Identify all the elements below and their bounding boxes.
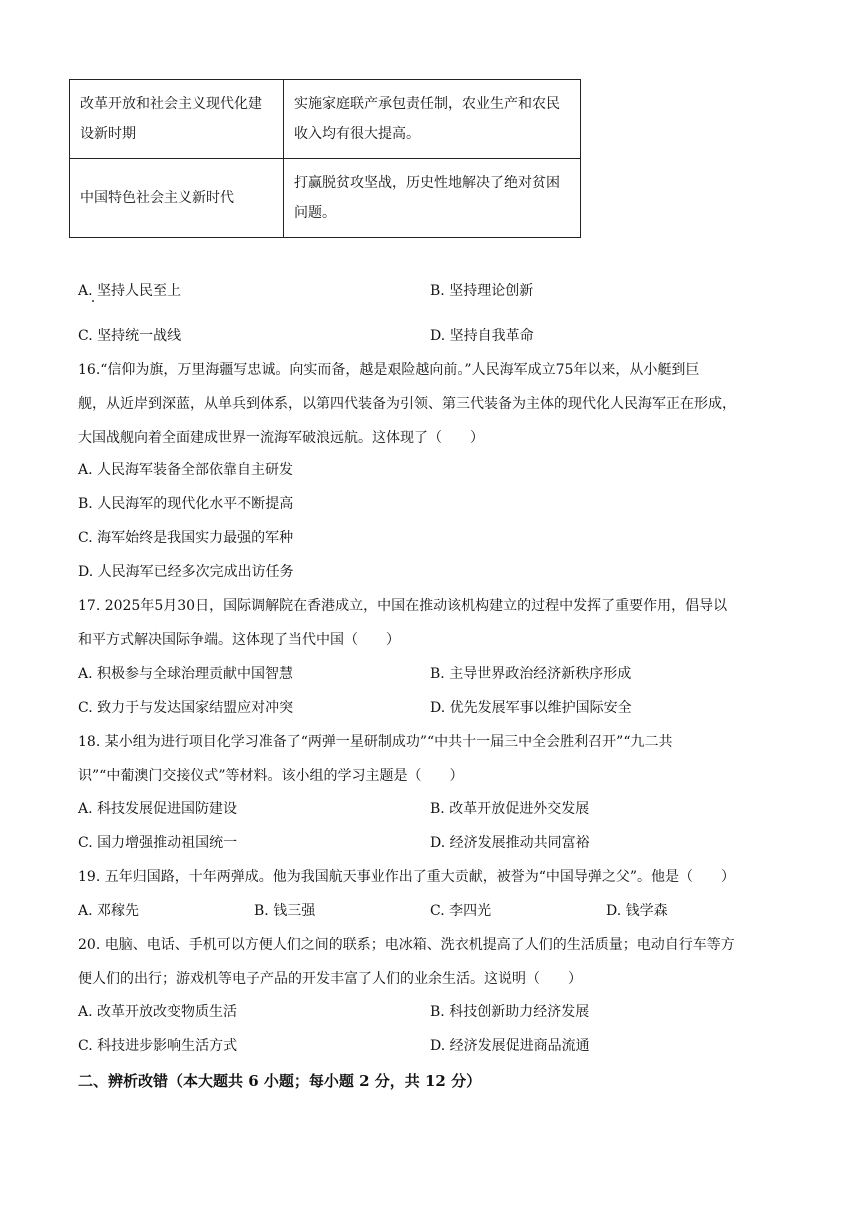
q17-stem-line2: 和平方式解决国际争端。这体现了当代中国（ ） bbox=[78, 632, 400, 648]
q20-stem-line1: 20. 电脑、电话、手机可以方便人们之间的联系；电冰箱、洗衣机提高了人们的生活质量；电动自行车等方 bbox=[78, 937, 735, 953]
q17-option-a[interactable]: A. 积极参与全球治理贡献中国智慧 bbox=[78, 666, 294, 682]
table-row bbox=[70, 80, 581, 159]
q18-stem-line2: 识”“中葡澳门交接仪式”等材料。该小组的学习主题是（ ） bbox=[78, 768, 464, 784]
q17-option-b[interactable]: B. 主导世界政治经济新秩序形成 bbox=[430, 666, 632, 682]
q17-option-c[interactable]: C. 致力于与发达国家结盟应对冲突 bbox=[78, 700, 294, 716]
history-period-table bbox=[69, 79, 581, 238]
q20-option-d[interactable]: D. 经济发展促进商品流通 bbox=[430, 1038, 590, 1054]
q18-option-a[interactable]: A. 科技发展促进国防建设 bbox=[78, 801, 238, 817]
q20-option-c[interactable]: C. 科技进步影响生活方式 bbox=[78, 1038, 238, 1054]
q20-option-a[interactable]: A. 改革开放改变物质生活 bbox=[78, 1004, 238, 1020]
period-cell: 改革开放和社会主义现代化建设新时期 bbox=[70, 80, 284, 159]
q19-option-d[interactable]: D. 钱学森 bbox=[606, 903, 668, 919]
q19-option-c[interactable]: C. 李四光 bbox=[430, 903, 492, 919]
q17-stem-line1: 17. 2025年5月30日，国际调解院在香港成立，中国在推动该机构建立的过程中发挥了重要作用，倡导以 bbox=[78, 598, 728, 614]
q15-option-c[interactable]: C. 坚持统一战线 bbox=[78, 328, 182, 344]
q16-stem-line1: 16.“信仰为旗，万里海疆写忠诚。向实而备，越是艰险越向前。”人民海军成立75年以来，从小艇到巨 bbox=[78, 362, 700, 378]
q20-stem-line2: 便人们的出行；游戏机等电子产品的开发丰富了人们的业余生活。这说明（ ） bbox=[78, 971, 582, 987]
q16-option-b[interactable]: B. 人民海军的现代化水平不断提高 bbox=[78, 496, 294, 512]
q19-option-a[interactable]: A. 邓稼先 bbox=[78, 903, 140, 919]
q17-option-d[interactable]: D. 优先发展军事以维护国际安全 bbox=[430, 700, 632, 716]
q15-option-a[interactable]: A. 坚持人民至上 bbox=[78, 283, 182, 299]
q18-option-c[interactable]: C. 国力增强推动祖国统一 bbox=[78, 835, 238, 851]
q15-option-b[interactable]: B. 坚持理论创新 bbox=[430, 283, 534, 299]
q16-stem-line2: 舰，从近岸到深蓝，从单兵到体系，以第四代装备为引领、第三代装备为主体的现代化人民海军正在形成， bbox=[78, 396, 736, 412]
q18-option-d[interactable]: D. 经济发展推动共同富裕 bbox=[430, 835, 590, 851]
period-cell: 中国特色社会主义新时代 bbox=[70, 159, 284, 238]
q16-option-c[interactable]: C. 海军始终是我国实力最强的军种 bbox=[78, 530, 294, 546]
q16-option-a[interactable]: A. 人民海军装备全部依靠自主研发 bbox=[78, 462, 294, 478]
q19-option-b[interactable]: B. 钱三强 bbox=[254, 903, 316, 919]
event-cell: 打赢脱贫攻坚战，历史性地解决了绝对贫困问题。 bbox=[284, 159, 581, 238]
q16-stem-line3: 大国战舰向着全面建成世界一流海军破浪远航。这体现了（ ） bbox=[78, 430, 484, 446]
dot-mark bbox=[92, 300, 94, 302]
q20-option-b[interactable]: B. 科技创新助力经济发展 bbox=[430, 1004, 590, 1020]
q18-stem-line1: 18. 某小组为进行项目化学习准备了“两弹一星研制成功”“中共十一届三中全会胜利召开”“九二共 bbox=[78, 734, 673, 750]
table-row bbox=[70, 159, 581, 238]
q15-option-d[interactable]: D. 坚持自我革命 bbox=[430, 328, 534, 344]
q19-stem: 19. 五年归国路，十年两弹成。他为我国航天事业作出了重大贡献，被誉为“中国导弹之父”。他是（ ） bbox=[78, 869, 736, 885]
q16-option-d[interactable]: D. 人民海军已经多次完成出访任务 bbox=[78, 564, 294, 580]
section-heading: 二、辨析改错（本大题共 6 小题；每小题 2 分，共 12 分） bbox=[78, 1072, 482, 1090]
event-cell: 实施家庭联产承包责任制，农业生产和农民收入均有很大提高。 bbox=[284, 80, 581, 159]
q18-option-b[interactable]: B. 改革开放促进外交发展 bbox=[430, 801, 590, 817]
